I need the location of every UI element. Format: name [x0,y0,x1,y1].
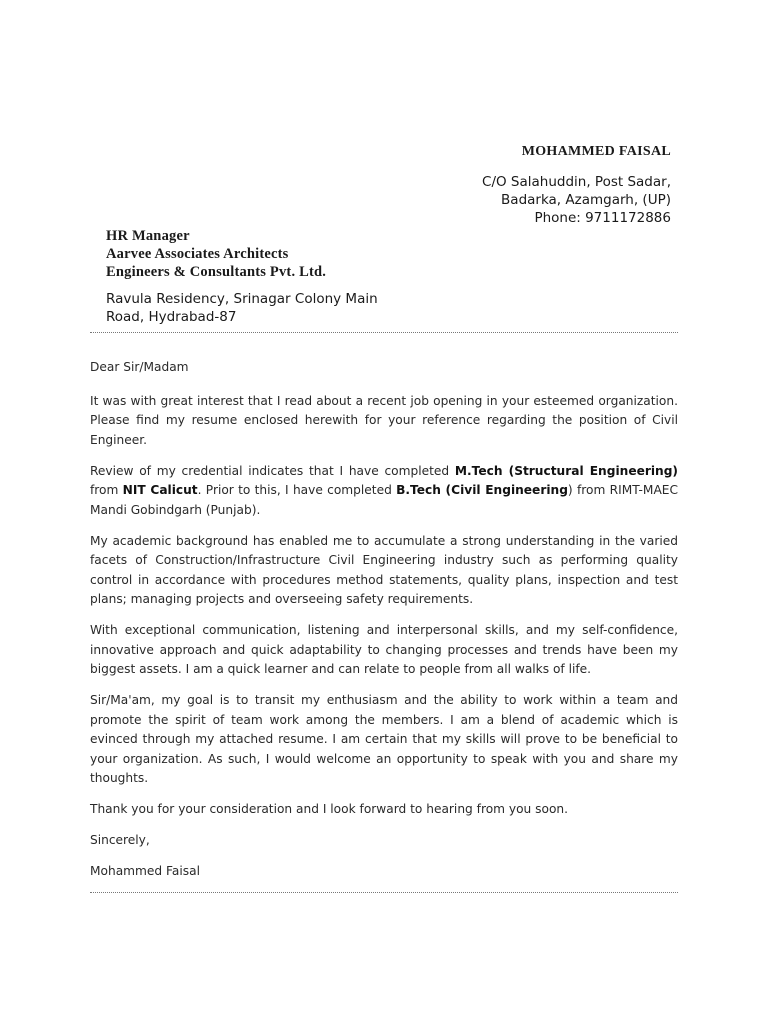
sender-phone: Phone: 9711172886 [534,210,671,226]
recipient-address-line-2: Road, Hydrabad-87 [106,309,237,325]
degree-mtech: M.Tech (Structural Engineering) [454,463,679,478]
top-divider [90,332,678,333]
bottom-divider [90,892,678,893]
letter-body [90,358,678,893]
institute-nit-calicut: NIT Calicut [122,483,198,497]
sender-address-line-1: C/O Salahuddin, Post Sadar, [482,174,671,190]
recipient-company-line-2: Engineers & Consultants Pvt. Ltd. [106,264,327,280]
paragraph-1: It was with great interest that I read about a recent job opening in your esteemed organization. Please find my resume enclosed herewith for your reference regarding the position of Civil Engineer. [90,393,678,447]
paragraph-3: My academic background has enabled me to accumulate a strong understanding in the varied facets of Construction/Infrastructure Civil Engineering industry such as performing quality control in accordance with procedures method statements, quality plans, inspection and test plans; managing projects and overseeing safety requirements. [90,533,678,606]
paragraph-2-text-4: ) from RIMT-MAEC Mandi Gobindgarh (Punjab). [90,483,678,517]
signature-name: Mohammed Faisal [90,864,200,878]
paragraph-2 [90,462,678,521]
recipient-block [106,227,326,281]
paragraph-2-text-1: Review of my credential indicates that I have completed [90,463,455,478]
paragraph-4: With exceptional communication, listening and interpersonal skills, and my self-confidence, innovative approach and quick adaptability to changing processes and trends have been my biggest assets. I am a quick learner and can relate to people from all walks of life. [90,623,678,676]
paragraph-2-text-3: . Prior to this, I have completed [197,483,397,497]
recipient-company-line-1: Aarvee Associates Architects [106,246,289,262]
recipient-address-line-1: Ravula Residency, Srinagar Colony Main [106,291,378,307]
degree-btech: B.Tech (Civil Engineering [396,483,568,497]
sender-address-line-2: Badarka, Azamgarh, (UP) [501,192,671,208]
closing: Sincerely, [90,833,150,847]
recipient-title: HR Manager [106,228,190,244]
paragraph-6: Thank you for your consideration and I look forward to hearing from you soon. [90,802,569,816]
paragraph-2-text-2: from [90,483,123,497]
recipient-address [106,290,406,326]
paragraph-5: Sir/Ma'am, my goal is to transit my enthusiasm and the ability to work within a team and promote the spirit of team work among the members. I am a blend of academic which is evinced through my attached resume. I am certain that my skills will prove to be beneficial to your organization. As such, I would welcome an opportunity to speak with you and share my thoughts. [90,693,678,785]
salutation: Dear Sir/Madam [90,360,189,374]
sender-name: MOHAMMED FAISAL [521,144,671,159]
sender-block [482,143,671,227]
